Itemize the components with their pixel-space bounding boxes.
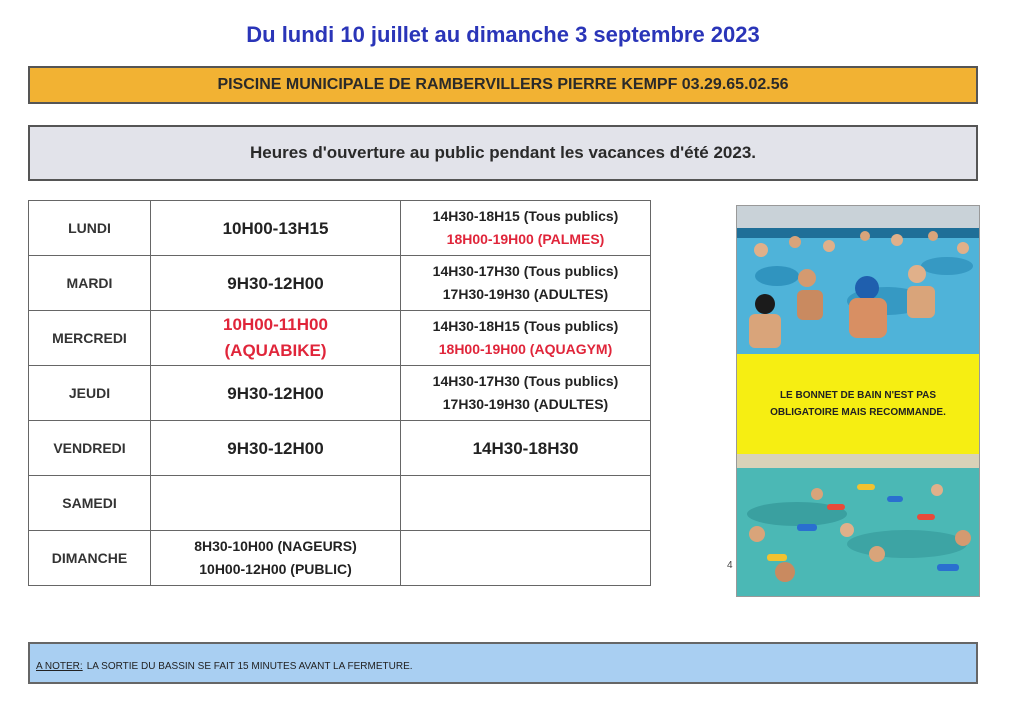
day-cell: DIMANCHE [29,531,151,586]
hours-text: 17H30-19H30 (ADULTES) [442,286,609,302]
hours-text: 9H30-12H00 [227,383,324,403]
morning-cell [151,531,401,586]
morning-cell [151,476,401,531]
pool-name-banner [28,66,978,104]
hours-text-highlight: (AQUABIKE) [224,341,327,360]
afternoon-cell [401,311,651,366]
schedule-table [28,200,651,586]
table-row [29,421,651,476]
table-row [29,476,651,531]
hours-text-highlight: 18H00-19H00 (AQUAGYM) [438,341,613,357]
hours-text: 9H30-12H00 [227,273,324,293]
hours-text: 14H30-18H30 [472,438,579,458]
hours-text-highlight: 10H00-11H00 [223,315,328,334]
aquabike-photo [737,206,979,354]
hours-text-highlight: 18H00-19H00 (PALMES) [446,231,605,247]
table-row [29,366,651,421]
morning-cell [151,421,401,476]
hours-text: 10H00-13H15 [222,218,329,238]
morning-cell [151,366,401,421]
photo-panel [736,205,980,597]
table-row [29,201,651,256]
hours-text: 14H30-17H30 (Tous publics) [432,373,619,389]
day-cell: LUNDI [29,201,151,256]
hours-text: 9H30-12H00 [227,438,324,458]
morning-cell [151,256,401,311]
pool-name: PISCINE MUNICIPALE DE RAMBERVILLERS PIERRE KEMPF 03.29.65.02.56 [217,76,789,93]
footer-note [28,642,978,684]
page-title: Du lundi 10 juillet au dimanche 3 septembre 2023 [246,22,760,47]
table-row [29,311,651,366]
day-cell: JEUDI [29,366,151,421]
table-row [29,531,651,586]
afternoon-cell [401,256,651,311]
notice-line: OBLIGATOIRE MAIS RECOMMANDE. [770,407,946,418]
subtitle: Heures d'ouverture au public pendant les vacances d'été 2023. [250,143,756,162]
table-row [29,256,651,311]
afternoon-cell [401,421,651,476]
morning-cell [151,311,401,366]
hours-text: 14H30-18H15 (Tous publics) [432,318,619,334]
note-label: A NOTER: [36,660,83,672]
hours-text: 17H30-19H30 (ADULTES) [442,396,609,412]
notice-line: LE BONNET DE BAIN N'EST PAS [779,390,937,401]
day-cell: VENDREDI [29,421,151,476]
afternoon-cell [401,476,651,531]
day-cell: SAMEDI [29,476,151,531]
hours-text: 10H00-12H00 (PUBLIC) [199,561,352,577]
afternoon-cell [401,531,651,586]
swim-class-photo [737,454,979,596]
note-text: LA SORTIE DU BASSIN SE FAIT 15 MINUTES AVANT LA FERMETURE. [86,660,413,672]
day-cell: MARDI [29,256,151,311]
hours-text: 14H30-17H30 (Tous publics) [432,263,619,279]
swim-cap-notice [737,354,979,454]
day-cell: MERCREDI [29,311,151,366]
subtitle-banner [28,125,978,181]
page-number: 4 [727,560,733,571]
hours-text: 8H30-10H00 (NAGEURS) [194,538,357,554]
afternoon-cell [401,201,651,256]
hours-text: 14H30-18H15 (Tous publics) [432,208,619,224]
afternoon-cell [401,366,651,421]
morning-cell [151,201,401,256]
